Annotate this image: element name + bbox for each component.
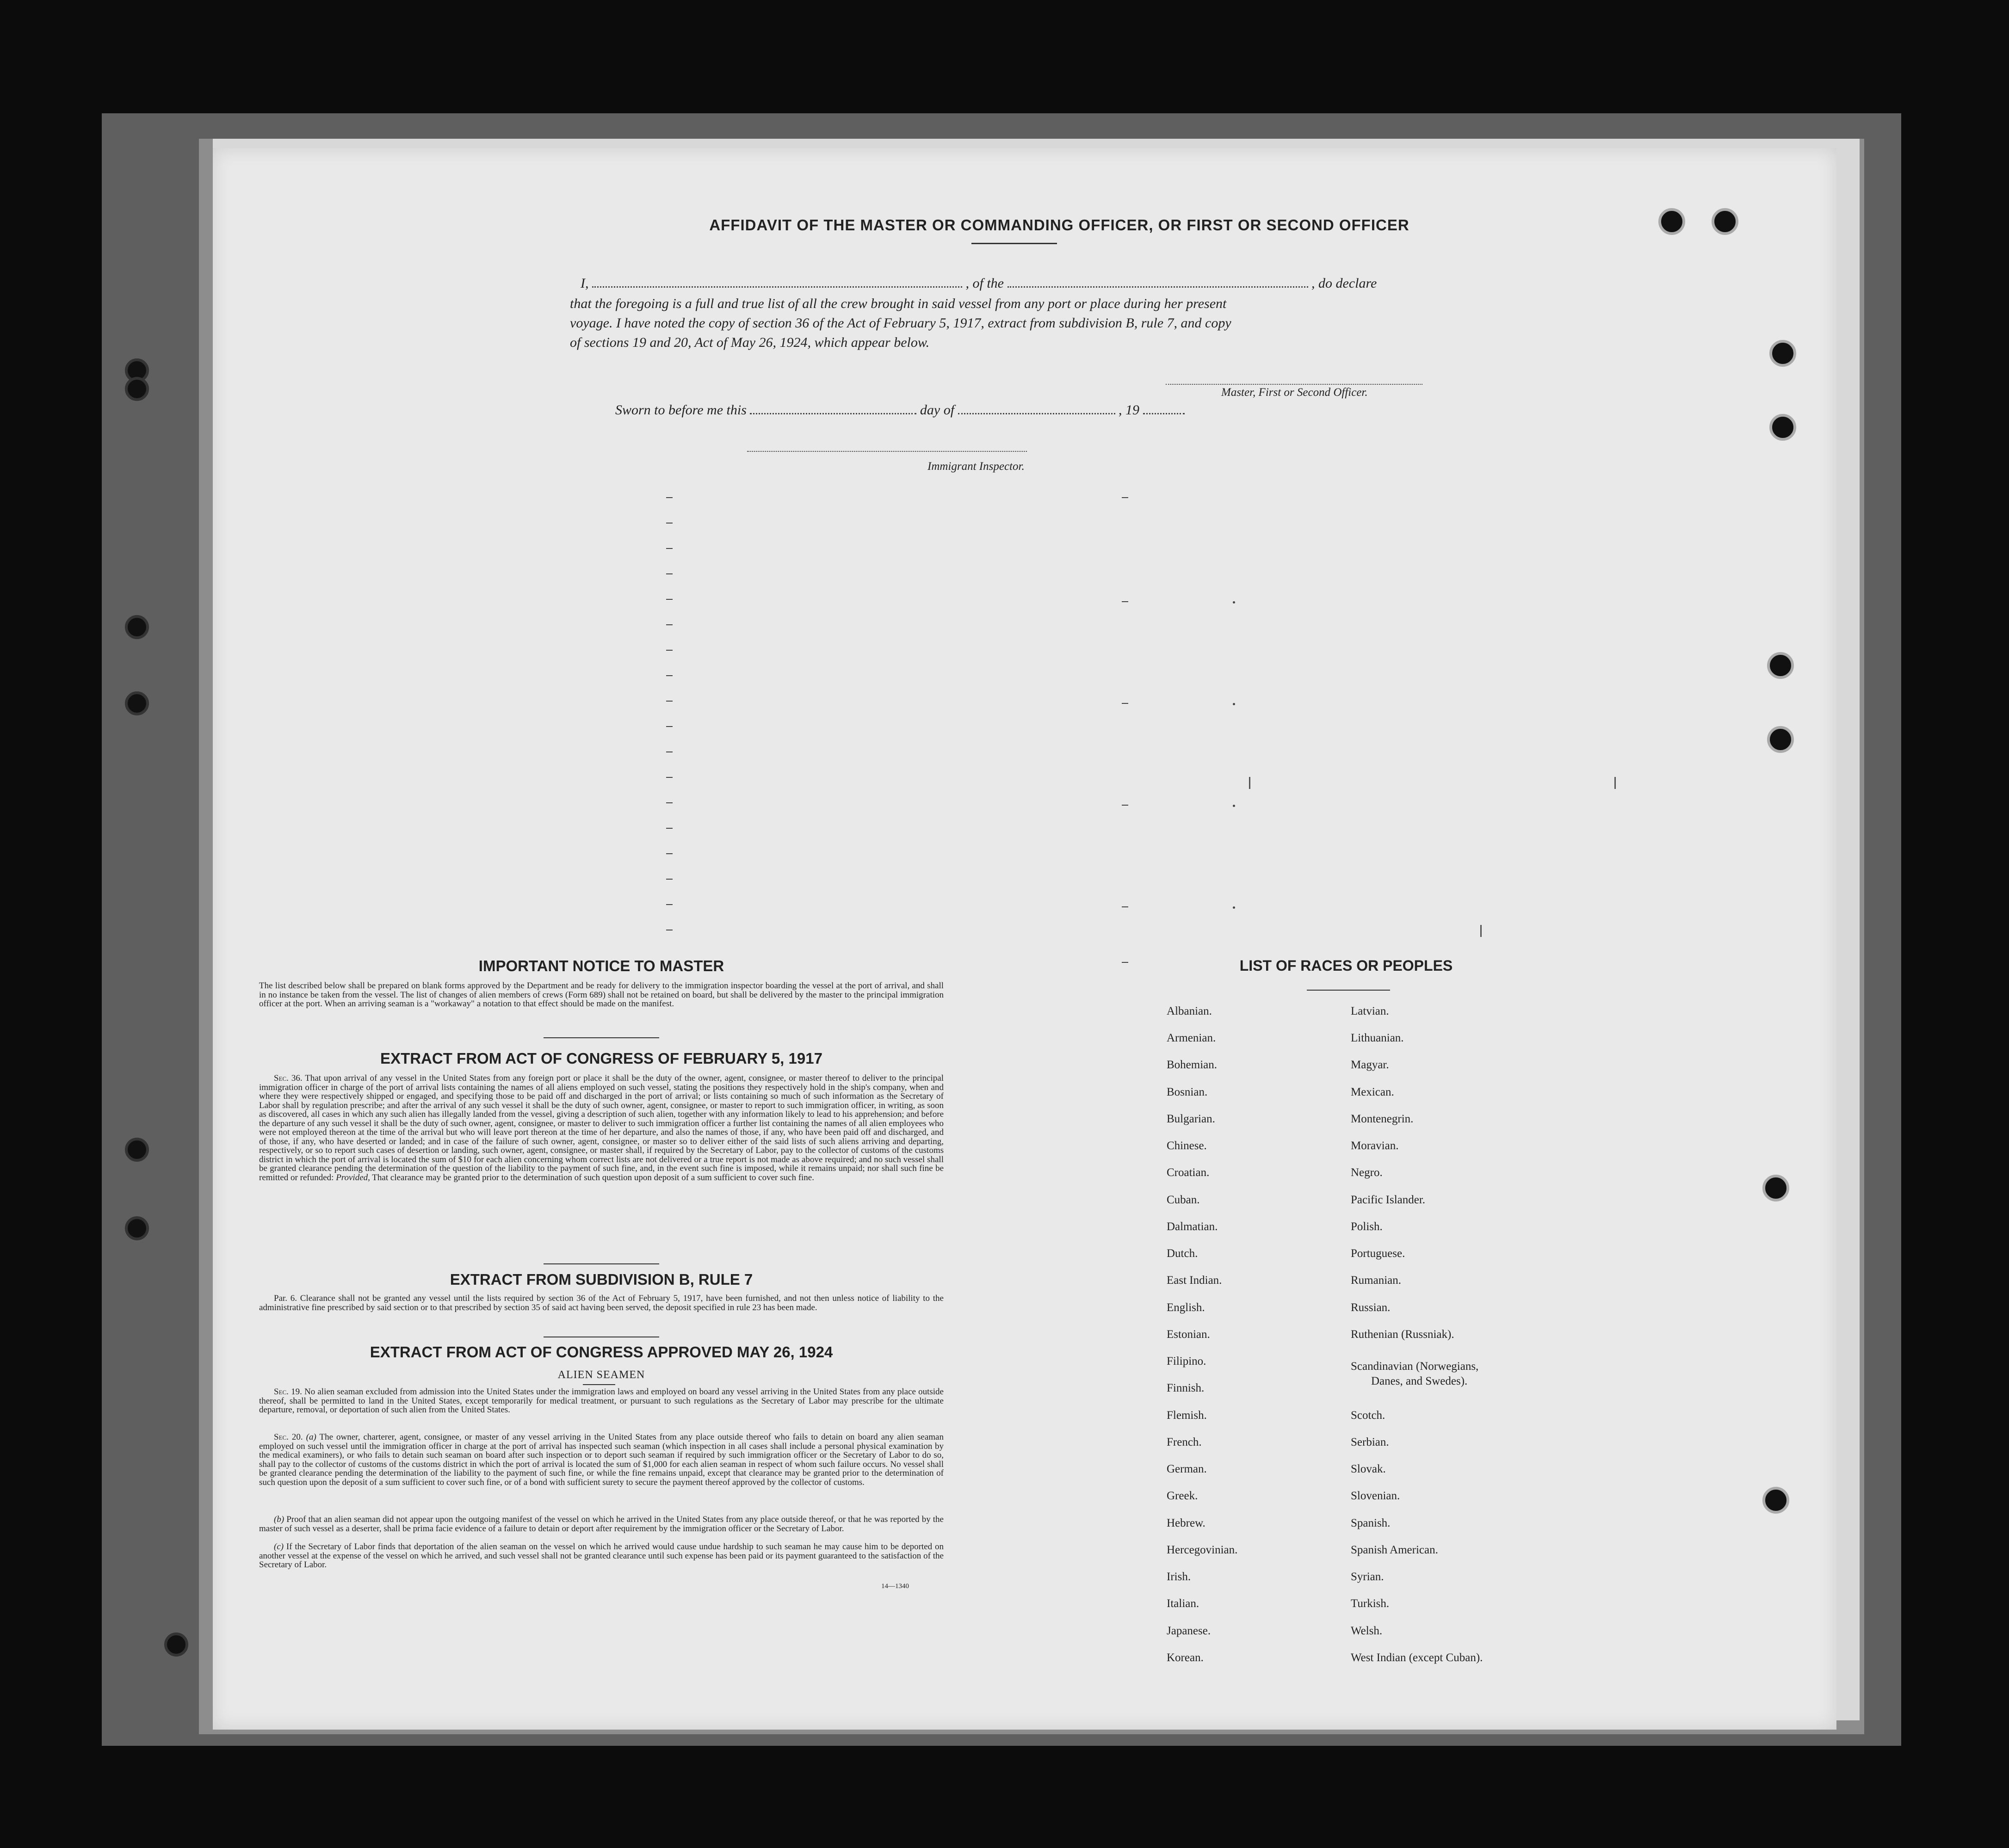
bleed-mark bbox=[1122, 497, 1128, 498]
sec-20-c-body: If the Secretary of Labor finds that deportation of the alien seaman on the vessel on which he arrived would cause undue hardship to such seaman he may cause him to be deported on another vessel at the expense of the vessel on which he arrived, and such vessel shall not be granted clearance until such expense has been paid or its payment guaranteed to the satisfaction of the Secretary of Labor. bbox=[259, 1542, 944, 1570]
race-item: Magyar. bbox=[1351, 1059, 1389, 1071]
bleed-mark bbox=[666, 497, 673, 498]
bleed-mark bbox=[1480, 925, 1482, 937]
affidavit-line-4: of sections 19 and 20, Act of May 26, 1924, which appear below. bbox=[570, 335, 930, 350]
sec-36-label: Sec. 36. bbox=[274, 1073, 303, 1083]
race-item: Turkish. bbox=[1351, 1597, 1390, 1610]
bleed-mark bbox=[1122, 703, 1128, 704]
race-item: Welsh. bbox=[1351, 1625, 1383, 1637]
bleed-mark bbox=[666, 726, 673, 727]
race-item: Moravian. bbox=[1351, 1140, 1399, 1152]
sworn-label: Sworn to before me this bbox=[615, 402, 747, 418]
inspector-signature-line bbox=[747, 451, 1027, 452]
bleed-mark bbox=[666, 523, 673, 524]
binder-hole-icon bbox=[1769, 340, 1796, 367]
sworn-year-blank bbox=[1143, 408, 1185, 414]
race-item: Slovenian. bbox=[1351, 1490, 1400, 1502]
binder-hole-icon bbox=[125, 377, 149, 401]
affidavit-line-2: that the foregoing is a full and true list of all the crew brought in said vessel from any port or place during her present bbox=[570, 296, 1227, 311]
sec-19-text bbox=[259, 1387, 944, 1415]
alien-seamen-subtitle: ALIEN SEAMEN bbox=[557, 1369, 645, 1381]
provided-word: Provided, bbox=[336, 1172, 370, 1183]
sec-20-a-mark: (a) bbox=[306, 1432, 316, 1442]
year-label: , 19 bbox=[1119, 402, 1140, 418]
race-item: Armenian. bbox=[1167, 1032, 1216, 1044]
do-declare-label: , do declare bbox=[1311, 276, 1377, 291]
sec-20-b-body: Proof that an alien seaman did not appear upon the outgoing manifest of the vessel on which he arrived in the United States from any place outside thereof, or that he was reported by the master of such vessel as a deserter, shall be prima facie evidence of a failure to detain or deport after requirement by the immigration officer or the Secretary of Labor. bbox=[259, 1515, 944, 1534]
binder-hole-icon bbox=[1767, 726, 1794, 753]
sec-20-a-text bbox=[259, 1433, 944, 1487]
sworn-month-blank bbox=[958, 408, 1115, 414]
affidavit-i: I, bbox=[581, 276, 589, 291]
race-item: Danes, and Swedes). bbox=[1371, 1375, 1468, 1387]
binder-hole-icon bbox=[1658, 208, 1685, 235]
bleed-mark bbox=[666, 624, 673, 625]
master-signature-label: Master, First or Second Officer. bbox=[1221, 386, 1368, 399]
sec-20-label: Sec. 20. bbox=[274, 1432, 303, 1442]
race-item: French. bbox=[1167, 1436, 1202, 1448]
bleed-mark bbox=[666, 599, 673, 600]
races-title-rule bbox=[1307, 990, 1390, 991]
bleed-mark bbox=[666, 548, 673, 549]
race-item: Polish. bbox=[1351, 1220, 1383, 1233]
sec-36-text-b: That clearance may be granted prior to the determination of such question upon deposit of a sum sufficient to cover such fine. bbox=[370, 1172, 814, 1183]
affidavit-line-1 bbox=[581, 276, 1377, 291]
binder-hole-icon bbox=[1712, 208, 1738, 235]
title-rule bbox=[971, 243, 1057, 244]
race-item: Mexican. bbox=[1351, 1086, 1394, 1098]
bleed-mark bbox=[666, 675, 673, 676]
race-item: Ruthenian (Russniak). bbox=[1351, 1328, 1454, 1341]
race-item: Montenegrin. bbox=[1351, 1113, 1414, 1125]
bleed-mark bbox=[666, 701, 673, 702]
bleed-mark bbox=[1122, 906, 1128, 907]
name-blank bbox=[592, 282, 962, 288]
inspector-signature-label: Immigrant Inspector. bbox=[927, 460, 1025, 473]
race-item: Italian. bbox=[1167, 1597, 1199, 1610]
race-item: Greek. bbox=[1167, 1490, 1198, 1502]
master-signature-line bbox=[1166, 384, 1422, 385]
notice-text: The list described below shall be prepared on blank forms approved by the Department and be ready for delivery to the immigration inspector boarding the vessel at the port of arrival, and shall in no instance be taken from the vessel. The list of changes of alien members of crews (Form 689) shall not be retained on board, but shall be delivered by the master to the principal immigration officer at the port. When an arriving seaman is a "workaway" a notation to that effect should be made on the manifest. bbox=[259, 981, 944, 1009]
race-item: Dalmatian. bbox=[1167, 1220, 1218, 1233]
race-item: Croatian. bbox=[1167, 1166, 1210, 1179]
binder-hole-icon bbox=[125, 1216, 149, 1240]
bleed-mark bbox=[666, 573, 673, 574]
race-item: Finnish. bbox=[1167, 1382, 1205, 1394]
sec-19-label: Sec. 19. bbox=[274, 1387, 302, 1397]
bleed-mark bbox=[1233, 906, 1235, 909]
of-the-label: , of the bbox=[965, 276, 1004, 291]
sec-20-a-body: The owner, charterer, agent, consignee, or master of any vessel arriving in the United States from any place outside thereof who fails to detain on board any alien seaman employed on such vessel until the immigration officer in charge at the port of arrival has inspected such seaman (which inspection in all cases shall include a personal physical examination by the medical examiners), or who fails to detain such seaman on board after such inspection or to deport such seaman if required by such immigration officer or the Secretary of Labor to do so, shall pay to the collector of customs of the customs district in which the port of arrival is located the sum of $1,000 for each alien seaman in respect of whom such failure occurs. No vessel shall be granted clearance pending the determination of the liability to the payment of such fine, or while the fine remains unpaid, except that clearance may be granted prior to the determination of such question upon the deposit of a sum sufficient to cover such fine, or of a bond with sufficient surety to secure the payment thereof approved by the collector of customs. bbox=[259, 1432, 944, 1487]
race-item: Albanian. bbox=[1167, 1005, 1212, 1017]
bleed-mark bbox=[1614, 777, 1616, 789]
race-item: East Indian. bbox=[1167, 1274, 1222, 1287]
vessel-blank bbox=[1008, 282, 1308, 288]
section-rule bbox=[544, 1263, 659, 1264]
race-item: Serbian. bbox=[1351, 1436, 1389, 1448]
race-item: West Indian (except Cuban). bbox=[1351, 1651, 1483, 1664]
race-item: Estonian. bbox=[1167, 1328, 1210, 1341]
race-item: Bosnian. bbox=[1167, 1086, 1208, 1098]
sec-19-body: No alien seaman excluded from admission into the United States under the immigration laws and employed on board any vessel arriving in the United States from any place outside thereof, shall be permitted to land in the United States, except temporarily for medical treatment, or pursuant to such regulations as the Secretary of Labor may prescribe for the ultimate departure, removal, or deportation of such alien from the United States. bbox=[259, 1387, 944, 1415]
extract-1924-title: EXTRACT FROM ACT OF CONGRESS APPROVED MAY 26, 1924 bbox=[370, 1343, 833, 1361]
race-item: Slovak. bbox=[1351, 1463, 1386, 1475]
race-item: Russian. bbox=[1351, 1301, 1391, 1314]
race-item: Bulgarian. bbox=[1167, 1113, 1215, 1125]
race-item: Korean. bbox=[1167, 1651, 1204, 1664]
rule-7-title: EXTRACT FROM SUBDIVISION B, RULE 7 bbox=[450, 1271, 753, 1288]
section-rule bbox=[544, 1037, 659, 1038]
bleed-mark bbox=[1233, 601, 1235, 604]
race-item: Hebrew. bbox=[1167, 1517, 1205, 1529]
bleed-mark bbox=[1122, 962, 1128, 963]
race-item: German. bbox=[1167, 1463, 1207, 1475]
race-item: Latvian. bbox=[1351, 1005, 1389, 1017]
sec-20-b-mark: (b) bbox=[274, 1515, 284, 1524]
race-item: Filipino. bbox=[1167, 1355, 1206, 1368]
bleed-mark bbox=[666, 853, 673, 854]
bleed-mark bbox=[1249, 777, 1250, 789]
binder-hole-icon bbox=[125, 691, 149, 715]
race-item: Chinese. bbox=[1167, 1140, 1207, 1152]
extract-1917-title: EXTRACT FROM ACT OF CONGRESS OF FEBRUARY 5, 1917 bbox=[380, 1050, 822, 1067]
binder-hole-icon bbox=[1767, 652, 1794, 679]
race-item: Irish. bbox=[1167, 1571, 1191, 1583]
sec-20-c-text bbox=[259, 1542, 944, 1570]
sec-20-c-mark: (c) bbox=[274, 1542, 284, 1552]
race-item: Japanese. bbox=[1167, 1625, 1211, 1637]
affidavit-title: AFFIDAVIT OF THE MASTER OR COMMANDING OFFICER, OR FIRST OR SECOND OFFICER bbox=[709, 216, 1409, 234]
race-item: Bohemian. bbox=[1167, 1059, 1218, 1071]
binder-hole-icon bbox=[125, 615, 149, 639]
binder-hole-icon bbox=[125, 1138, 149, 1162]
bleed-mark bbox=[1122, 601, 1128, 602]
sworn-day-blank bbox=[750, 408, 916, 414]
sec-20-b-text bbox=[259, 1515, 944, 1533]
affidavit-line-3: voyage. I have noted the copy of section 36 of the Act of February 5, 1917, extract from subdivision B, rule 7, and copy bbox=[570, 315, 1231, 331]
bleed-mark bbox=[666, 802, 673, 803]
bleed-mark bbox=[666, 879, 673, 880]
binder-hole-icon bbox=[1769, 414, 1796, 441]
race-item: Portuguese. bbox=[1351, 1247, 1405, 1260]
binder-hole-icon bbox=[1762, 1175, 1789, 1201]
bleed-mark bbox=[666, 904, 673, 905]
bleed-mark bbox=[666, 777, 673, 778]
form-number: 14—1340 bbox=[881, 1583, 909, 1590]
race-item: Lithuanian. bbox=[1351, 1032, 1404, 1044]
race-item: Pacific Islander. bbox=[1351, 1194, 1426, 1206]
rule-7-text: Par. 6. Clearance shall not be granted any vessel until the lists required by section 36 of the Act of February 5, 1917, have been furnished, and not then unless notice of liability to the administrative fine prescribed by said section or to that prescribed by section 35 of said act having been served, the deposit specified in rule 23 has been made. bbox=[259, 1294, 944, 1312]
race-item: Spanish. bbox=[1351, 1517, 1391, 1529]
race-item: Hercegovinian. bbox=[1167, 1544, 1238, 1556]
race-item: Spanish American. bbox=[1351, 1544, 1438, 1556]
sec-36-text-a: That upon arrival of any vessel in the United States from any foreign port or place it shall be the duty of the owner, agent, consignee, or master thereof to deliver to the principal immigration officer in charge of the port of arrival lists containing the names of all aliens employed on such vessel, stating the positions they respectively hold in the ship's company, when and where they were respectively shipped or engaged, and specifying those to be paid off and discharged in the port of arrival; or lists containing so much of such information as the Secretary of Labor shall by regulation prescribe; and after the arrival of any such vessel it shall be the duty of such owner, agent, consignee, or master to report to such immigration officer, in writing, as soon as discovered, all cases in which any such alien has illegally landed from the vessel, giving a description of such alien, together with any information likely to lead to his apprehension; and before the departure of any such vessel it shall be the duty of such owner, agent, consignee, or master to deliver to such immigration officer a further list containing the names of all alien employees who were not employed thereon at the time of the arrival but who will leave port thereon at the time of her departure, and also the names of those, if any, who have been paid off and discharged, and of those, if any, who have deserted or landed; and in case of the failure of such owner, agent, consignee, or master so to deliver either of the said lists of such aliens arriving and departing, respectively, or so to report such cases of desertion or landing, such owner, agent, consignee, or master shall, if required by the Secretary of Labor, pay to the collector of customs of the customs district in which the port of arrival is located the sum of $10 for each alien concerning whom correct lists are not delivered or a true report is not made as above required; and no such vessel shall be granted clearance pending the determination of the question of the liability to the payment of such fine, and, in the event such fine is imposed, while it remains unpaid; nor shall such fine be remitted or refunded: bbox=[259, 1073, 944, 1183]
race-item: Syrian. bbox=[1351, 1571, 1384, 1583]
bleed-mark bbox=[1233, 703, 1235, 705]
race-item: Dutch. bbox=[1167, 1247, 1198, 1260]
sworn-line bbox=[615, 402, 1185, 418]
bleed-mark bbox=[1122, 805, 1128, 806]
binder-hole-icon bbox=[164, 1632, 188, 1657]
race-item: Scandinavian (Norwegians, bbox=[1351, 1360, 1479, 1373]
race-item: Flemish. bbox=[1167, 1409, 1207, 1422]
subtitle-rule bbox=[583, 1384, 615, 1385]
extract-1917-text bbox=[259, 1074, 944, 1182]
document-page bbox=[213, 148, 1836, 1730]
race-item: Negro. bbox=[1351, 1166, 1383, 1179]
race-item: Scotch. bbox=[1351, 1409, 1385, 1422]
bleed-mark bbox=[1233, 805, 1235, 807]
bleed-mark bbox=[666, 828, 673, 829]
race-item: Cuban. bbox=[1167, 1194, 1200, 1206]
race-item: Rumanian. bbox=[1351, 1274, 1402, 1287]
day-of-label: day of bbox=[920, 402, 955, 418]
race-item: English. bbox=[1167, 1301, 1205, 1314]
binder-hole-icon bbox=[1762, 1487, 1789, 1514]
bleed-mark bbox=[666, 650, 673, 651]
races-title: LIST OF RACES OR PEOPLES bbox=[1239, 957, 1453, 974]
notice-title: IMPORTANT NOTICE TO MASTER bbox=[478, 957, 724, 974]
